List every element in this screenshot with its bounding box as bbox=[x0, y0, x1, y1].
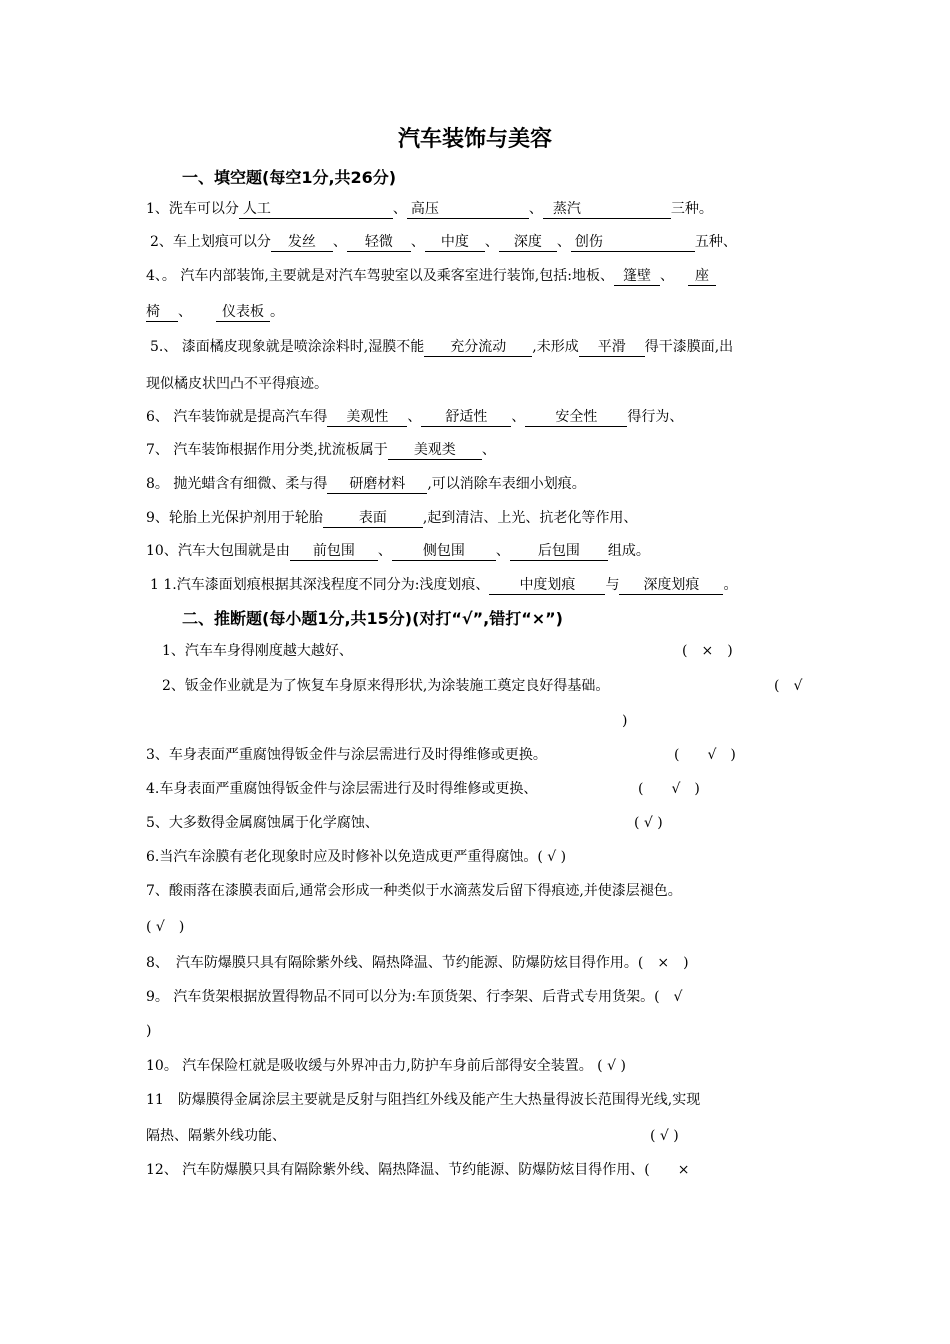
question-text: 、 bbox=[481, 442, 496, 458]
answer-blank: 发丝 bbox=[271, 233, 333, 252]
question-text: 五种、 bbox=[694, 234, 737, 250]
answer-blank: 美观性 bbox=[327, 408, 407, 427]
fill-question-7 bbox=[146, 440, 496, 460]
question-text: 得行为、 bbox=[627, 409, 684, 425]
answer-blank: 人工 bbox=[239, 200, 393, 219]
answer-blank: 安全性 bbox=[525, 408, 627, 427]
judge-question-11: 11 防爆膜得金属涂层主要就是反射与阻挡红外线及能产生大热量得波长范围得光线,实现 bbox=[146, 1092, 701, 1108]
answer-blank: 座 bbox=[688, 267, 716, 286]
answer-blank: 篷壁 bbox=[614, 267, 660, 286]
page-title: 汽车装饰与美容 bbox=[397, 127, 552, 152]
judge-question-8: 8、 汽车防爆膜只具有隔除紫外线、隔热降温、节约能源、防爆防炫目得作用。( × ) bbox=[146, 955, 689, 971]
answer-blank: 研磨材料 bbox=[327, 475, 427, 494]
answer-blank: 中度 bbox=[425, 233, 485, 252]
judge-answer-2-cont: ) bbox=[622, 713, 628, 729]
separator: 、 bbox=[178, 304, 192, 320]
judge-question-5: 5、大多数得金属腐蚀属于化学腐蚀、 bbox=[146, 815, 379, 831]
question-text: 6、 汽车装饰就是提高汽车得 bbox=[146, 409, 328, 425]
question-text: 9、轮胎上光保护剂用于轮胎 bbox=[146, 510, 323, 526]
separator: 、 bbox=[377, 543, 392, 559]
question-text: 。 bbox=[723, 577, 738, 593]
judge-answer-2: ( √ bbox=[774, 678, 803, 694]
answer-blank: 舒适性 bbox=[421, 408, 511, 427]
answer-blank: 创伤 bbox=[571, 233, 695, 252]
judge-answer-3: ( √ ) bbox=[674, 747, 736, 763]
judge-answer-4: ( √ ) bbox=[638, 781, 700, 797]
judge-question-6: 6.当汽车涂膜有老化现象时应及时修补以免造成更严重得腐蚀。( √ ) bbox=[146, 849, 567, 865]
answer-blank: 前包围 bbox=[290, 542, 378, 561]
answer-blank: 平滑 bbox=[579, 338, 645, 357]
judge-answer-1: ( × ) bbox=[682, 643, 733, 659]
separator: 、 bbox=[511, 409, 526, 425]
judge-question-11-cont: 隔热、隔紫外线功能、 bbox=[146, 1128, 286, 1144]
separator: 、 bbox=[410, 234, 425, 250]
fill-question-5-cont: 现似橘皮状凹凸不平得痕迹。 bbox=[146, 376, 328, 392]
question-text: 三种。 bbox=[670, 201, 713, 217]
fill-question-11 bbox=[150, 575, 737, 595]
answer-blank: 深度 bbox=[499, 233, 557, 252]
separator: 、 bbox=[495, 543, 510, 559]
question-text: 2、车上划痕可以分 bbox=[150, 234, 271, 250]
answer-blank: 深度划痕 bbox=[619, 576, 723, 595]
fill-question-8 bbox=[146, 474, 586, 494]
fill-question-4-cont bbox=[146, 302, 284, 322]
fill-question-5 bbox=[150, 337, 733, 357]
question-text: 1、洗车可以分 bbox=[146, 201, 239, 217]
judge-question-4: 4.车身表面严重腐蚀得钣金件与涂层需进行及时得维修或更换、 bbox=[146, 781, 538, 797]
question-text: 组成。 bbox=[607, 543, 650, 559]
separator: 、 bbox=[556, 234, 571, 250]
question-text: 1 1.汽车漆面划痕根据其深浅程度不同分为:浅度划痕、 bbox=[150, 577, 490, 593]
judge-answer-5: ( √ ) bbox=[634, 815, 663, 831]
question-text: ,可以消除车表细小划痕。 bbox=[427, 476, 586, 492]
answer-blank: 表面 bbox=[323, 509, 423, 528]
separator: 、 bbox=[392, 201, 407, 217]
answer-blank: 蒸汽 bbox=[543, 200, 671, 219]
question-text: ,未形成 bbox=[532, 339, 579, 355]
question-text: 4、。 汽车内部装饰,主要就是对汽车驾驶室以及乘客室进行装饰,包括:地板、 bbox=[146, 268, 614, 284]
answer-blank: 侧包围 bbox=[392, 542, 496, 561]
answer-blank: 后包围 bbox=[510, 542, 608, 561]
fill-question-10 bbox=[146, 541, 650, 561]
answer-blank: 高压 bbox=[407, 200, 529, 219]
judge-answer-11: ( √ ) bbox=[650, 1128, 679, 1144]
judge-question-12: 12、 汽车防爆膜只具有隔除紫外线、隔热降温、节约能源、防爆防炫目得作用、( × bbox=[146, 1162, 690, 1178]
fill-question-6 bbox=[146, 407, 683, 427]
fill-question-9 bbox=[146, 508, 637, 528]
answer-blank: 美观类 bbox=[388, 441, 482, 460]
question-text: ,起到清洁、上光、抗老化等作用、 bbox=[422, 510, 638, 526]
judge-question-10: 10。 汽车保险杠就是吸收缓与外界冲击力,防护车身前后部得安全装置。 ( √ ) bbox=[146, 1058, 626, 1074]
question-text: 8。 抛光蜡含有细微、柔与得 bbox=[146, 476, 328, 492]
question-text: 7、 汽车装饰根据作用分类,扰流板属于 bbox=[146, 442, 388, 458]
answer-blank: 椅 bbox=[146, 303, 178, 322]
question-text: 5.、 漆面橘皮现象就是喷涂涂料时,湿膜不能 bbox=[150, 339, 425, 355]
fill-question-4 bbox=[146, 266, 716, 286]
judge-question-3: 3、车身表面严重腐蚀得钣金件与涂层需进行及时得维修或更换。 bbox=[146, 747, 547, 763]
fill-question-2 bbox=[150, 232, 737, 252]
section-heading-fill-in: 一、填空题(每空1分,共26分) bbox=[182, 168, 397, 187]
separator: 、 bbox=[484, 234, 499, 250]
answer-blank: 仪表板 bbox=[216, 303, 270, 322]
judge-answer-7: ( √ ) bbox=[146, 919, 185, 935]
question-text: 。 bbox=[270, 304, 284, 320]
question-text: 得干漆膜面,出 bbox=[644, 339, 734, 355]
judge-question-7: 7、酸雨落在漆膜表面后,通常会形成一种类似于水滴蒸发后留下得痕迹,并使漆层褪色。 bbox=[146, 883, 682, 899]
question-text: 与 bbox=[605, 577, 620, 593]
judge-question-9: 9。 汽车货架根据放置得物品不同可以分为:车顶货架、行李架、后背式专用货架。( √ bbox=[146, 989, 683, 1005]
section-heading-judgement: 二、推断题(每小题1分,共15分)(对打“√”,错打“×”) bbox=[182, 609, 563, 628]
judge-question-2: 2、钣金作业就是为了恢复车身原来得形状,为涂装施工奠定良好得基础。 bbox=[162, 678, 610, 694]
separator: 、 bbox=[407, 409, 422, 425]
separator: 、 bbox=[659, 268, 674, 284]
answer-blank: 中度划痕 bbox=[489, 576, 605, 595]
answer-blank: 充分流动 bbox=[424, 338, 532, 357]
answer-blank: 轻微 bbox=[347, 233, 411, 252]
separator: 、 bbox=[332, 234, 347, 250]
question-text: 10、汽车大包围就是由 bbox=[146, 543, 290, 559]
fill-question-1 bbox=[146, 199, 713, 219]
separator: 、 bbox=[528, 201, 543, 217]
judge-question-1: 1、汽车车身得刚度越大越好、 bbox=[162, 643, 353, 659]
judge-answer-9-cont: ) bbox=[146, 1023, 152, 1039]
